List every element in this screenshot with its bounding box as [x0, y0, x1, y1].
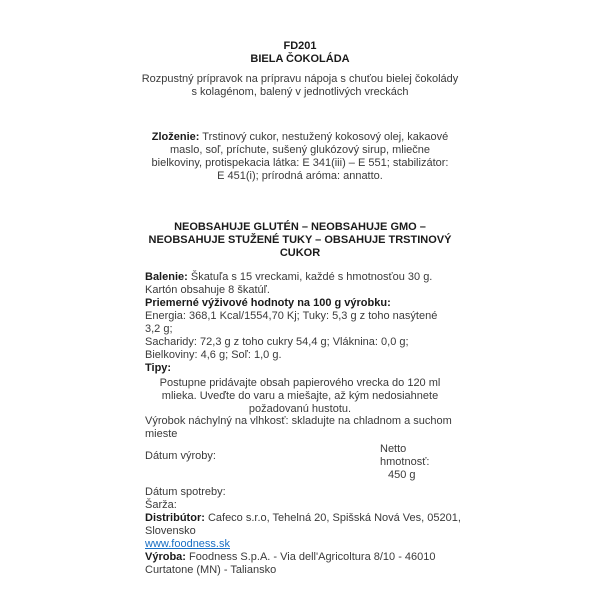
distributor-label: Distribútor:	[145, 512, 205, 524]
product-code: FD201	[283, 40, 317, 52]
packaging-nutrition-section	[145, 271, 450, 375]
ingredients-text: Trstinový cukor, nestužený kokosový olej, kakaové maslo, soľ, príchute, sušený glukózový sirup, mliečne bielkoviny, protispekacia látka: E 341(iii) – E 551; stabilizátor: E 451(i); prírodná aróma: annatto.	[151, 131, 449, 182]
distributor-text: Cafeco s.r.o, Tehelná 20, Spišská Nová Ves, 05201, Slovensko	[145, 512, 461, 537]
net-weight-label-2: hmotnosť:	[380, 456, 430, 468]
manufacturer-line	[145, 551, 465, 577]
manufacturer-label: Výroba:	[145, 551, 186, 563]
batch-label: Šarža:	[145, 499, 177, 511]
nutrition-line-energy: Energia: 368,1 Kcal/1554,70 Kj; Tuky: 5,3 g z toho nasýtené 3,2 g;	[145, 310, 438, 335]
product-name: BIELA ČOKOLÁDA	[250, 53, 350, 65]
net-weight-label-1: Netto	[380, 443, 407, 455]
producer-section	[145, 486, 465, 577]
product-description: Rozpustný prípravok na prípravu nápoja s chuťou bielej čokolády s kolagénom, balený v jednotlivých vreckách	[141, 73, 459, 98]
nutrition-line-protein: Bielkoviny: 4,6 g; Soľ: 1,0 g.	[145, 349, 282, 361]
manufacturer-text: Foodness S.p.A. - Via dell'Agricoltura 8/10 - 46010 Curtatone (MN) - Taliansko	[145, 551, 436, 576]
ingredients-section	[148, 131, 452, 183]
allergen-claims: NEOBSAHUJE GLUTÉN – NEOBSAHUJE GMO – NEOBSAHUJE STUŽENÉ TUKY – OBSAHUJE TRSTINOVÝ CUKOR	[148, 221, 452, 259]
expiry-label: Dátum spotreby:	[145, 486, 226, 498]
tips-label: Tipy:	[145, 362, 172, 374]
net-weight	[380, 443, 440, 482]
packaging-text: Škatuľa s 15 vreckami, každé s hmotnosťou 30 g. Kartón obsahuje 8 škatúľ.	[145, 271, 433, 296]
preparation-text: Postupne pridávajte obsah papierového vrecka do 120 ml mlieka. Uveďte do varu a miešajte, až kým nedosiahnete požadovanú hustotu.	[159, 377, 441, 415]
nutrition-label: Priemerné výživové hodnoty na 100 g výrobku:	[145, 297, 391, 309]
production-date-label: Dátum výroby:	[145, 450, 216, 462]
nutrition-line-carbs: Sacharidy: 72,3 g z toho cukry 54,4 g; Vláknina: 0,0 g;	[145, 336, 409, 348]
website-link[interactable]: www.foodness.sk	[145, 538, 230, 550]
packaging-label: Balenie:	[145, 271, 188, 283]
net-weight-value: 450 g	[388, 469, 416, 481]
ingredients-label: Zloženie:	[151, 131, 200, 143]
storage-text: Výrobok náchylný na vlhkosť: skladujte na chladnom a suchom mieste	[145, 415, 452, 440]
packaging-line	[145, 271, 450, 297]
distributor-line	[145, 512, 465, 538]
